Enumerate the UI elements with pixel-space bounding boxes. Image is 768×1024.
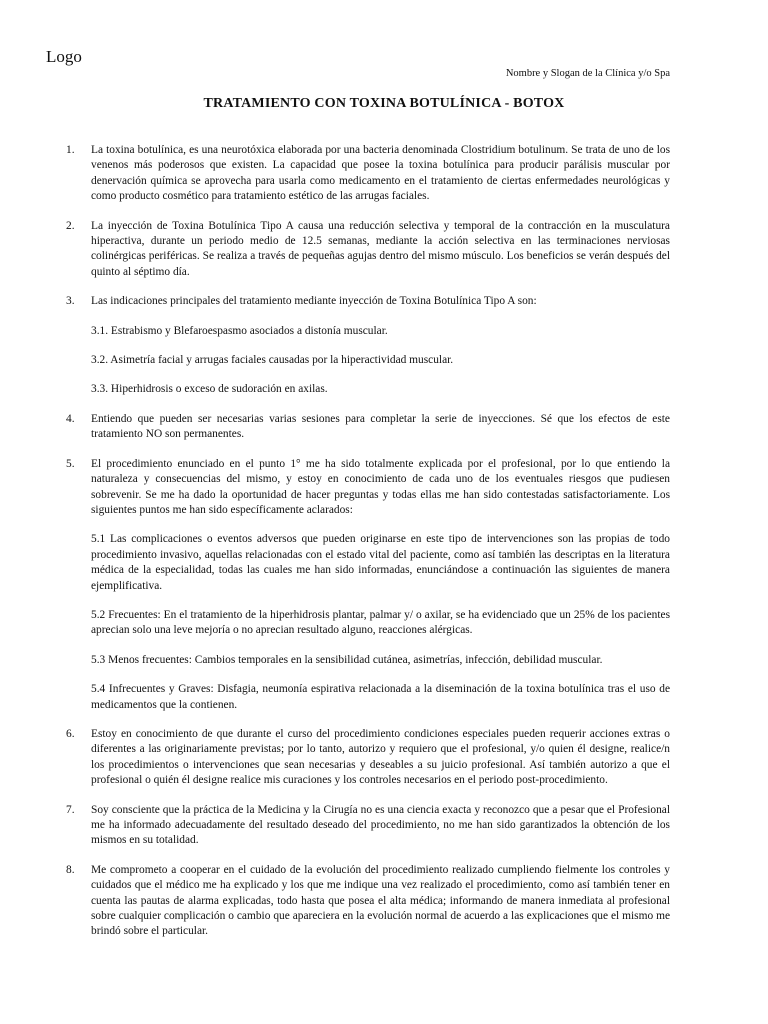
document-title: TRATAMIENTO CON TOXINA BOTULÍNICA - BOTOX (203, 96, 565, 111)
item-text: Entiendo que pueden ser necesarias varias sesiones para completar la serie de inyecciones. Sé que los efectos de este tratamiento NO son permanentes. (91, 412, 670, 441)
sub-item-5-2: 5.2 Frecuentes: En el tratamiento de la hiperhidrosis plantar, palmar y/ o axilar, se ha evidenciado que un 25% de los pacientes aprecian solo una leve mejoría o no aprecian resultado alguno, reacciones alérgicas. (91, 608, 670, 637)
list-item-3 (66, 294, 670, 398)
sub-item-5-1: 5.1 Las complicaciones o eventos adversos que pueden originarse en este tipo de intervenciones son las propias de todo procedimiento invasivo, aquellas relacionadas con el estado vital del paciente, como así también las descriptas en la literatura médica de la especialidad, todas las cuales me han sido informadas, enunciándose a continuación las siguientes de manera ejemplificativa. (91, 533, 670, 592)
list-item-6 (66, 727, 670, 789)
item-text: Me comprometo a cooperar en el cuidado de la evolución del procedimiento realizado cumpliendo fielmente los controles y cuidados que el médico me ha explicado y los que me indique una vez realizado el procedimiento, como así también tener en cuenta las pautas de alarma explicadas, todo hasta que posea el alta médica; informando de manera inmediata al profesional sobre cualquier complicación o cambio que apareciera en la evolución normal de acuerdo a las explicaciones que el mismo me brindó sobre el particular. (91, 863, 670, 938)
item-text: La toxina botulínica, es una neurotóxica elaborada por una bacteria denominada Clostridium botulinum. Se trata de uno de los venenos más poderosos que existen. La capacidad que posee la toxina botulínica para producir parálisis muscular por denervación química se aprovecha para usarla como medicamento en el tratamiento de ciertas enfermedades neurológicas y como producto cosmético para tratamiento estético de las arrugas faciales. (91, 144, 670, 203)
list-item-2 (66, 219, 670, 281)
list-item-8 (66, 863, 670, 940)
item-number: 6. (66, 727, 75, 740)
item-number: 7. (66, 803, 75, 816)
consent-body (66, 143, 670, 954)
clinic-slogan: Nombre y Slogan de la Clínica y/o Spa (505, 68, 670, 79)
item-text: El procedimiento enunciado en el punto 1° me ha sido totalmente explicada por el profesional, por lo que entiendo la naturaleza y consecuencias del mismo, y estoy en conocimiento de cada uno de los eventuales riesgos que pudiesen sobrevenir. Se me ha dado la oportunidad de hacer preguntas y todas ellas me han sido contestadas satisfactoriamente. Los siguientes puntos me han sido específicamente aclarados: (91, 457, 670, 516)
item-text: Las indicaciones principales del tratamiento mediante inyección de Toxina Botulínica Tipo A son: (91, 295, 537, 308)
item-number: 3. (66, 295, 75, 308)
list-item-7 (66, 803, 670, 849)
item-number: 5. (66, 457, 75, 470)
sub-item-3-1: 3.1. Estrabismo y Blefaroespasmo asociados a distonía muscular. (91, 324, 388, 337)
item-number: 1. (66, 144, 75, 156)
item-text: Soy consciente que la práctica de la Medicina y la Cirugía no es una ciencia exacta y reconozco que a pesar que el Profesional me ha informado adecuadamente del resultado deseado del procedimiento, no me han sido garantizados la obtención de los mismos en su totalidad. (91, 803, 670, 847)
sub-item-5-4: 5.4 Infrecuentes y Graves: Disfagia, neumonía espirativa relacionada a la diseminación de la toxina botulínica tras el uso de medicamentos que la contienen. (91, 683, 670, 711)
list-item-5 (66, 457, 670, 713)
sub-item-3-3: 3.3. Hiperhidrosis o exceso de sudoración en axilas. (91, 383, 328, 396)
item-text: Estoy en conocimiento de que durante el curso del procedimiento condiciones especiales pueden requerir acciones extras o diferentes a las originariamente previstas; por lo tanto, autorizo y requiero que el profesional, y/o quien él designe, realice/n los procedimientos o intervenciones que sean necesarias y deseables a su juicio profesional. Así también autorizo a que el profesional o quién él designe realice mis curaciones y los controles necesarios en el periodo post-procedimiento. (91, 727, 670, 787)
sub-item-5-3: 5.3 Menos frecuentes: Cambios temporales en la sensibilidad cutánea, asimetrías, infección, debilidad muscular. (91, 653, 603, 666)
logo-placeholder: Logo (46, 47, 82, 66)
list-item-1 (66, 143, 670, 205)
item-text: La inyección de Toxina Botulínica Tipo A causa una reducción selectiva y temporal de la contracción en la musculatura hiperactiva, durante un periodo medio de 12.5 semanas, mediante la acción selectiva en las terminaciones nerviosas colinérgicas periféricas. Se realiza a través de pequeñas agujas dentro del mismo músculo. Los beneficios se verán después del quinto al séptimo día. (91, 219, 670, 278)
item-number: 8. (66, 863, 75, 876)
sub-item-3-2: 3.2. Asimetría facial y arrugas faciales causadas por la hiperactividad muscular. (91, 354, 454, 367)
list-item-4 (66, 412, 670, 443)
item-number: 4. (66, 412, 75, 425)
item-number: 2. (66, 219, 75, 232)
